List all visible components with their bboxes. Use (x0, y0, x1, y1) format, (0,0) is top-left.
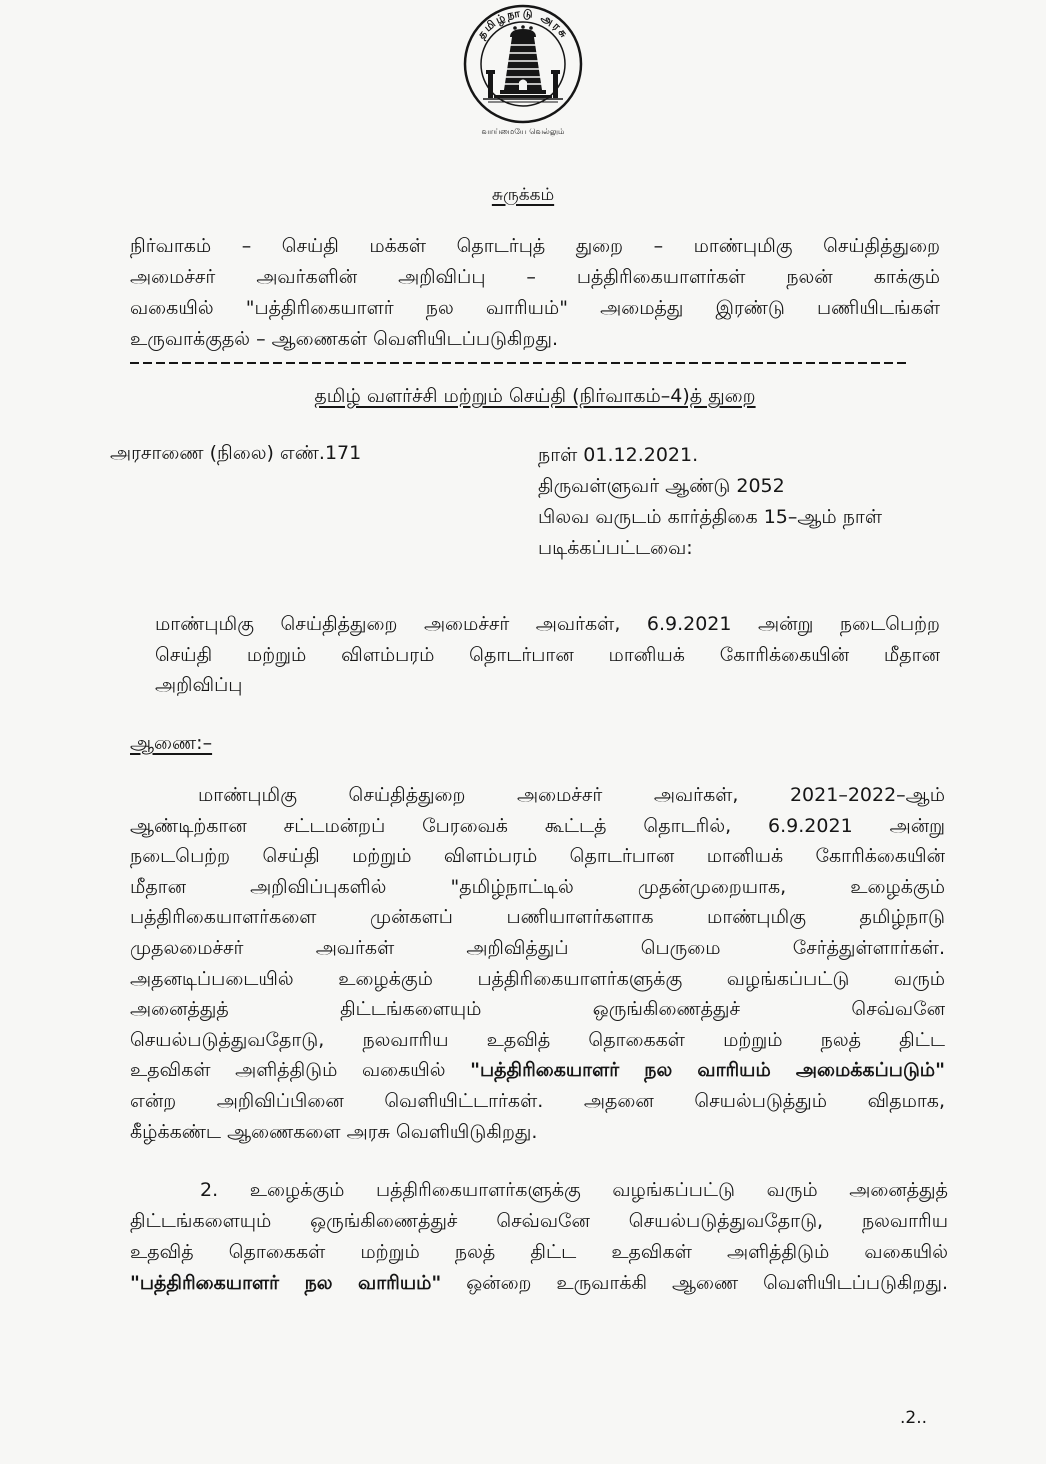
order-number: அரசாணை (நிலை) எண்.171 (110, 442, 362, 464)
paragraph-line (130, 1268, 948, 1299)
summary-line: நிர்வாகம் – செய்தி மக்கள் தொடர்புத் துறை – மாண்புமிகு செய்தித்துறை (130, 235, 940, 257)
read-label: படிக்கப்பட்டவை: (538, 537, 693, 559)
paragraph-line: முதலமைச்சர் அவர்கள் அறிவித்துப் பெருமை சேர்த்துள்ளார்கள். (130, 936, 945, 959)
read-line: அறிவிப்பு (155, 674, 243, 696)
read-line: செய்தி மற்றும் விளம்பரம் தொடர்பான மானியக் கோரிக்கையின் மீதான (155, 643, 940, 666)
summary-paragraph (130, 231, 940, 355)
paragraph-line-text: ஒன்றை உருவாக்கி ஆணை வெளியிடப்படுகிறது. (441, 1272, 948, 1294)
date-block (538, 440, 978, 564)
summary-line: உருவாக்குதல் – ஆணைகள் வெளியிடப்படுகிறது. (130, 328, 558, 350)
paragraph-line: மாண்புமிகு செய்தித்துறை அமைச்சர் அவர்கள், 2021–2022–ஆம் (198, 784, 945, 806)
paragraph-line: பத்திரிகையாளர்களை முன்களப் பணியாளர்களாக மாண்புமிகு தமிழ்நாடு (130, 906, 945, 929)
paragraph-line: நடைபெற்ற செய்தி மற்றும் விளம்பரம் தொடர்பான மானியக் கோரிக்கையின் (130, 845, 945, 868)
emblem-arc-text: தமிழ்நாடு அரசு (474, 6, 572, 42)
read-line: மாண்புமிகு செய்தித்துறை அமைச்சர் அவர்கள், 6.9.2021 அன்று நடைபெற்ற (155, 613, 940, 635)
paragraph-line: என்ற அறிவிப்பினை வெளியிட்டார்கள். அதனை செயல்படுத்தும் விதமாக, (130, 1089, 945, 1112)
paragraph-line: திட்டங்களையும் ஒருங்கிணைத்துச் செவ்வனே செயல்படுத்துவதோடு, நலவாரிய (130, 1210, 948, 1232)
order-heading-text: ஆணை:– (130, 732, 213, 754)
gopuram-icon (494, 25, 552, 98)
department-block (130, 381, 940, 411)
paragraph-line: உதவித் தொகைகள் மற்றும் நலத் திட்ட உதவிகள் அளித்திடும் வகையில் (130, 1241, 948, 1263)
emblem-motto: வாய்மையே வெல்லும் (481, 127, 565, 136)
paragraph-line: செயல்படுத்துவதோடு, நலவாரிய உதவித் தொகைகள் மற்றும் நலத் திட்ட (130, 1028, 945, 1051)
paragraph-line: அனைத்துத் திட்டங்களையும் ஒருங்கிணைத்துச் செவ்வனே (130, 998, 945, 1021)
tamil-calendar-date: பிலவ வருடம் கார்த்திகை 15–ஆம் நாள் (538, 506, 882, 528)
thiruvalluvar-year: திருவள்ளுவர் ஆண்டு 2052 (538, 475, 785, 497)
order-heading-block (130, 728, 430, 758)
order-number-block (110, 438, 510, 469)
paragraph-line: மீதான அறிவிப்புகளில் "தமிழ்நாட்டில் முதன்முறையாக, உழைக்கும் (130, 875, 945, 898)
order-paragraph-2 (130, 1175, 948, 1299)
paragraph-line: கீழ்க்கண்ட ஆணைகளை அரசு வெளியிடுகிறது. (130, 1120, 538, 1143)
paragraph-line: ஆண்டிற்கான சட்டமன்றப் பேரவைக் கூட்டத் தொடரில், 6.9.2021 அன்று (130, 814, 945, 837)
page-number: .2.. (900, 1408, 928, 1428)
department-heading-text: தமிழ் வளர்ச்சி மற்றும் செய்தி (நிர்வாகம்–4)த் துறை (314, 385, 756, 407)
tamil-nadu-emblem (448, 2, 598, 142)
order-paragraph-1 (130, 780, 945, 1147)
department-heading (130, 381, 940, 411)
summary-title (0, 181, 1046, 209)
board-name-bold: "பத்திரிகையாளர் நல வாரியம் அமைக்கப்படும்" (470, 1059, 945, 1082)
board-name-bold: "பத்திரிகையாளர் நல வாரியம்" (130, 1272, 442, 1294)
summary-title-text: சுருக்கம் (491, 185, 555, 205)
read-paragraph (155, 609, 940, 701)
paragraph-line: அதனடிப்படையில் உழைக்கும் பத்திரிகையாளர்களுக்கு வழங்கப்பட்டு வரும் (130, 967, 945, 990)
paragraph-line-text: உதவிகள் அளித்திடும் வகையில் (130, 1059, 471, 1082)
summary-title-block (0, 181, 1046, 209)
order-heading (130, 728, 430, 758)
paragraph-line (130, 1055, 945, 1086)
summary-line: வகையில் "பத்திரிகையாளர் நல வாரியம்" அமைத்து இரண்டு பணியிடங்கள் (130, 297, 940, 319)
dashed-separator (130, 362, 910, 364)
paragraph-line: 2. உழைக்கும் பத்திரிகையாளர்களுக்கு வழங்கப்பட்டு வரும் அனைத்துத் (200, 1179, 948, 1201)
order-date: நாள் 01.12.2021. (538, 444, 699, 466)
summary-line: அமைச்சர் அவர்களின் அறிவிப்பு – பத்திரிகையாளர்கள் நலன் காக்கும் (130, 266, 940, 288)
page-number-block (900, 1404, 980, 1432)
